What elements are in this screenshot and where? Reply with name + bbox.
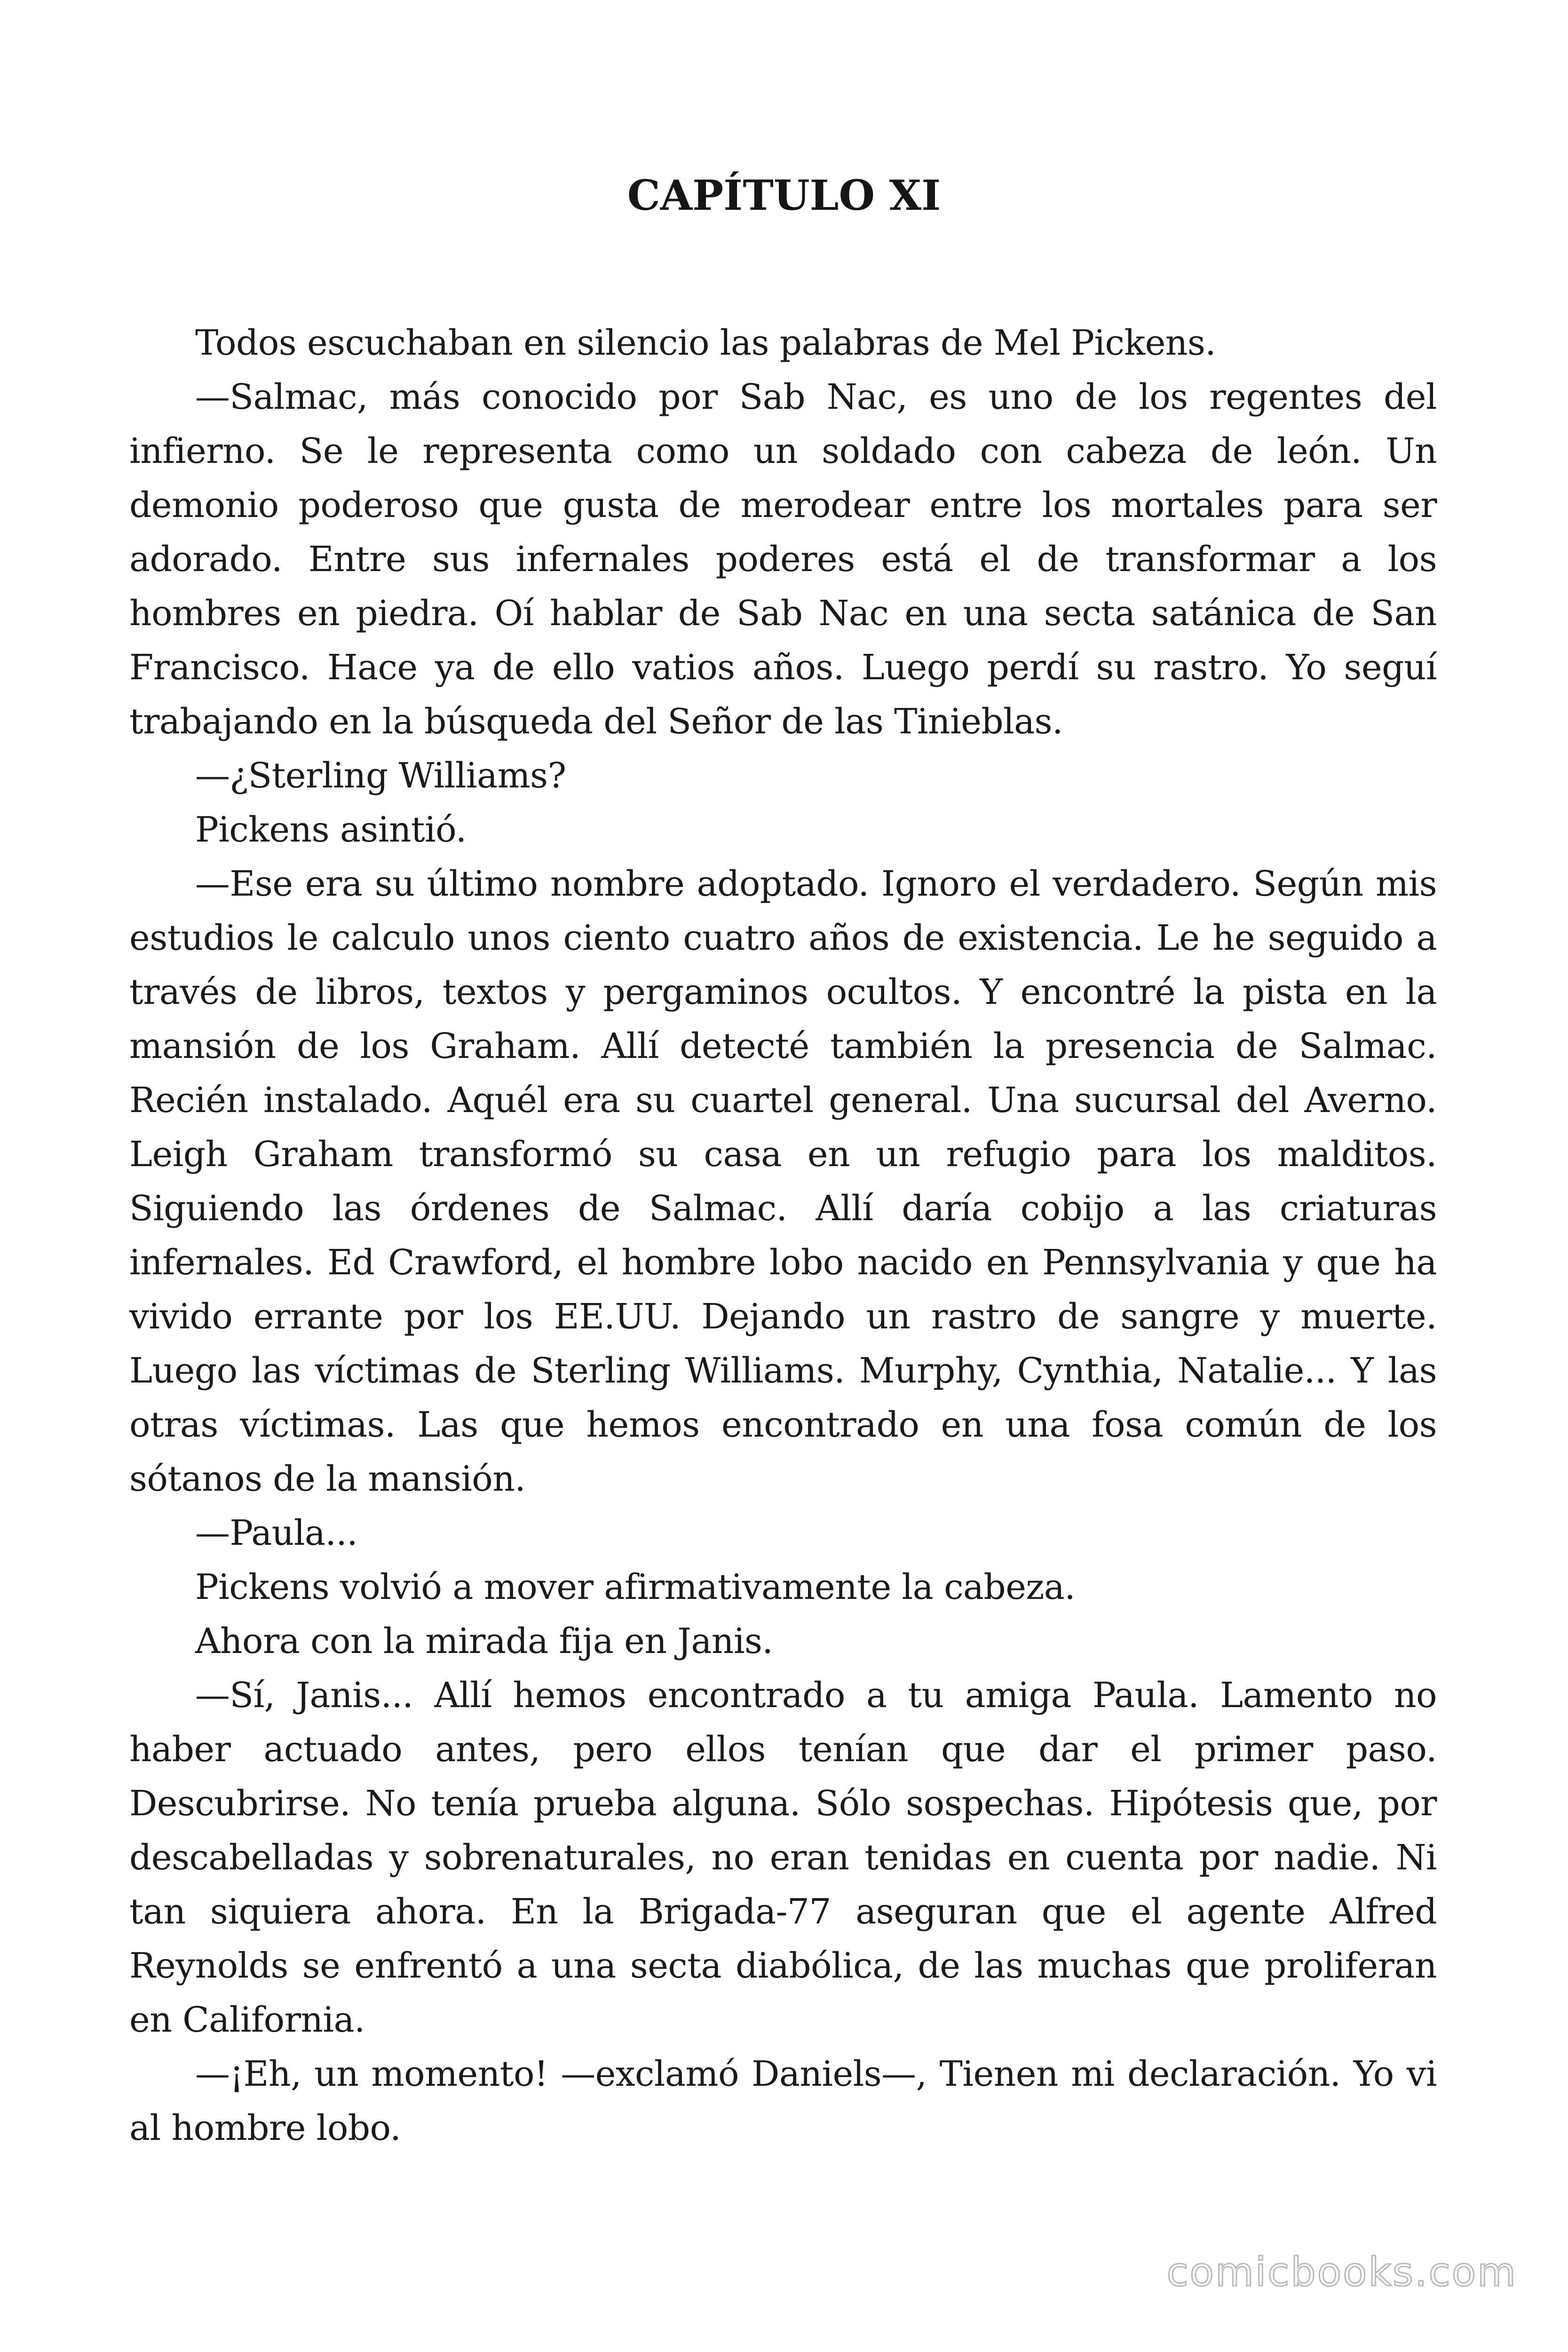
chapter-body [129,316,1437,2155]
chapter-title: CAPÍTULO XI [627,171,941,220]
paragraph: Todos escuchaban en silencio las palabras de Mel Pickens. [195,323,1216,363]
paragraph: —Salmac, más conocido por Sab Nac, es uno de los regentes del infierno. Se le representa como un soldado con cabeza de león. Un demonio poderoso que gusta de merodear entre los mortales para ser adorado. Entre sus infernales poderes está el de transformar a los hombres en piedra. Oí hablar de Sab Nac en una secta satánica de San Francisco. Hace ya de ello vatios años. Luego perdí su rastro. Yo seguí trabajando en la búsqueda del Señor de las Tinieblas. [129,377,1437,742]
paragraph: —¡Eh, un momento! —exclamó Daniels—, Tienen mi declaración. Yo vi al hombre lobo. [129,2054,1437,2148]
paragraph: —Sí, Janis... Allí hemos encontrado a tu amiga Paula. Lamento no haber actuado antes, pero ellos tenían que dar el primer paso. Descubrirse. No tenía prueba alguna. Sólo sospechas. Hipótesis que, por descabelladas y sobrenaturales, no eran tenidas en cuenta por nadie. Ni tan siquiera ahora. En la Brigada-77 aseguran que el agente Alfred Reynolds se enfrentó a una secta diabólica, de las muchas que proliferan en California. [129,1675,1437,2040]
paragraph: —¿Sterling Williams? [195,755,566,796]
paragraph: Pickens asintió. [195,810,467,850]
paragraph: Pickens volvió a mover afirmativamente la cabeza. [195,1567,1076,1607]
watermark: comicbooks.com [1166,2249,1517,2295]
paragraph: Ahora con la mirada fija en Janis. [195,1621,773,1661]
paragraph: —Ese era su último nombre adoptado. Ignoro el verdadero. Según mis estudios le calculo unos ciento cuatro años de existencia. Le he seguido a través de libros, textos y pergaminos ocultos. Y encontré la pista en la mansión de los Graham. Allí detecté también la presencia de Salmac. Recién instalado. Aquél era su cuartel general. Una sucursal del Averno. Leigh Graham transformó su casa en un refugio para los malditos. Siguiendo las órdenes de Salmac. Allí daría cobijo a las criaturas infernales. Ed Crawford, el hombre lobo nacido en Pennsylvania y que ha vivido errante por los EE.UU. Dejando un rastro de sangre y muerte. Luego las víctimas de Sterling Williams. Murphy, Cynthia, Natalie... Y las otras víctimas. Las que hemos encontrado en una fosa común de los sótanos de la mansión. [129,864,1437,1499]
paragraph: —Paula... [195,1513,358,1553]
